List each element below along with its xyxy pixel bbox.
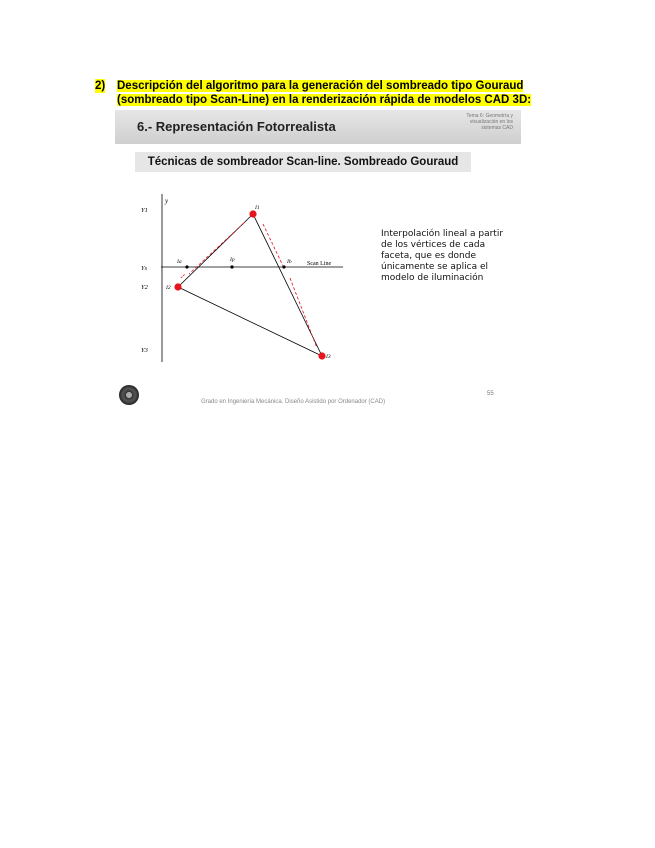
label-ib: Ib	[287, 259, 292, 265]
slide-description: Interpolación lineal a partir de los vértices de cada faceta, que es donde únicamente se aplica el modelo de iluminación	[381, 229, 504, 283]
scan-line-label: Scan Line	[307, 261, 332, 267]
question-number: 2)	[95, 80, 106, 92]
label-ia: Ia	[177, 259, 182, 265]
question-text: Descripción del algoritmo para la generación del sombreado tipo Gouraud (sombreado tipo Scan-Line) en la renderización rápida de modelos CAD 3D:	[117, 80, 532, 106]
label-i3: I3	[326, 354, 331, 360]
university-logo	[119, 385, 139, 405]
axis-label-y: y	[165, 197, 169, 205]
label-y1: Y1	[141, 207, 148, 214]
slide-header	[115, 110, 521, 144]
slide-corner-text: Tema 6: Geometría y visualización en los sistemas CAD	[466, 113, 513, 131]
gouraud-diagram	[135, 190, 375, 370]
slide-title: 6.- Representación Fotorrealista	[137, 119, 336, 134]
slide-page-number: 55	[487, 391, 494, 397]
interp-arrow-right-top	[263, 224, 284, 268]
label-y2: Y2	[141, 284, 148, 291]
label-y3: Y3	[141, 347, 148, 354]
label-ys: Ys	[141, 265, 148, 272]
label-i1: I1	[255, 205, 260, 211]
vertex-i3	[318, 352, 325, 359]
label-i2: I2	[166, 285, 171, 291]
slide-footer: Grado en Ingeniería Mecánica. Diseño Asistido por Ordenador (CAD)	[201, 399, 386, 405]
question-text-wrapper	[117, 79, 569, 107]
vertex-i2	[174, 283, 181, 290]
triangle-facet	[178, 214, 322, 356]
vertex-i1	[249, 210, 256, 217]
slide-subtitle: Técnicas de sombreador Scan-line. Sombreado Gouraud	[135, 152, 471, 172]
slide-image	[115, 110, 521, 410]
interp-arrow-left	[189, 222, 245, 274]
point-ib	[282, 265, 285, 268]
point-ip	[230, 265, 233, 268]
point-ia	[185, 265, 188, 268]
interp-arrow-small	[181, 274, 185, 278]
label-ip: Ip	[230, 257, 235, 263]
